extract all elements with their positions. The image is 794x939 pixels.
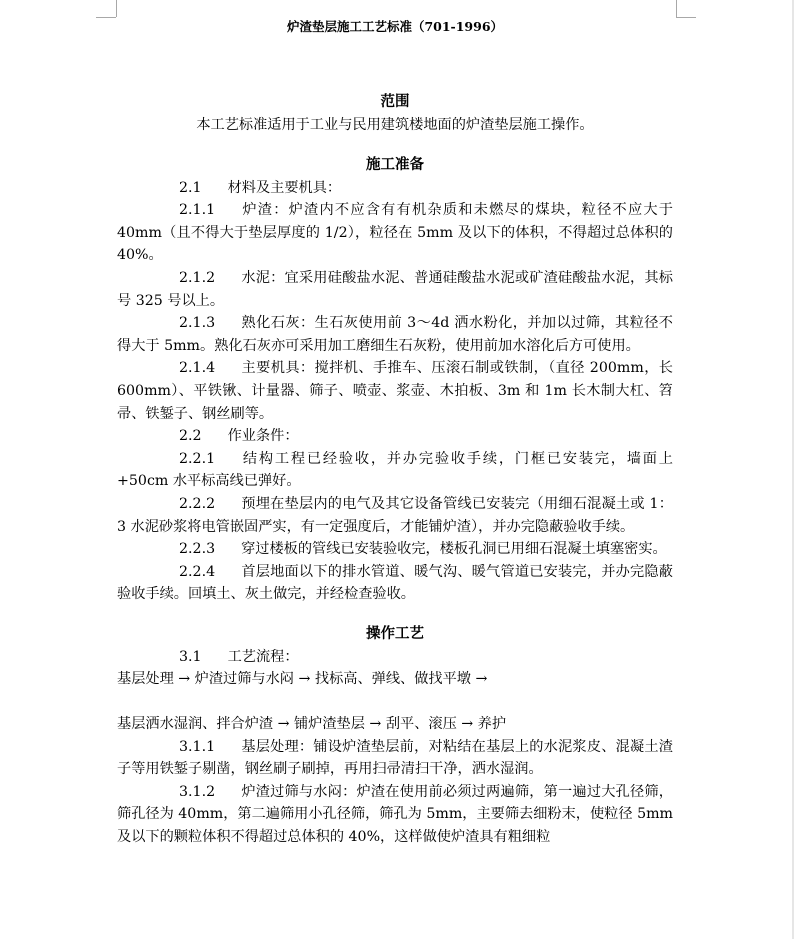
clause-text: 主要机具：搅拌机、手推车、压滚石制或铁制，（直径 200mm，长 600mm）、平铁锹、计量器、筛子、喷壶、浆壶、木拍板、3m 和 1m 长木制大杠、笤帚、铁錾子、钢丝刷等。 bbox=[117, 360, 673, 422]
clause-2-1-3 bbox=[117, 312, 673, 357]
page-corner-mark-top-right-h bbox=[676, 17, 696, 18]
document-title: 炉渣垫层施工工艺标准（701-1996） bbox=[286, 19, 504, 34]
clause-text: 结构工程已经验收，并办完验收手续，门框已安装完，墙面上+50cm 水平标高线已弹好。 bbox=[117, 450, 673, 490]
clause-number: 2.2.1 bbox=[179, 450, 216, 467]
clause-2-2 bbox=[117, 425, 673, 448]
clause-2-2-3 bbox=[117, 538, 673, 561]
clause-number: 2.2.4 bbox=[179, 563, 216, 580]
clause-text: 材料及主要机具： bbox=[227, 179, 342, 196]
clause-number: 2.2 bbox=[179, 428, 202, 445]
clause-text: 工艺流程： bbox=[227, 648, 299, 665]
section-heading-scope: 范围 bbox=[380, 93, 410, 110]
clause-text: 基层处理：铺设炉渣垫层前，对粘结在基层上的水泥浆皮、混凝土渣子等用铁錾子剔凿，钢丝刷子刷掉，再用扫帚清扫干净，洒水湿润。 bbox=[117, 738, 673, 778]
page-corner-mark-top-left bbox=[116, 0, 117, 17]
clause-2-1-1 bbox=[117, 199, 673, 267]
section-heading-prep: 施工准备 bbox=[366, 155, 424, 173]
clause-2-1-4 bbox=[117, 357, 673, 425]
blank-line bbox=[117, 691, 673, 713]
clause-text: 作业条件： bbox=[227, 428, 299, 445]
clause-3-1 bbox=[117, 646, 673, 669]
clause-3-1-2 bbox=[117, 781, 673, 849]
clause-number: 3.1.1 bbox=[179, 738, 216, 755]
clause-number: 2.2.3 bbox=[179, 541, 216, 558]
clause-number: 2.1.2 bbox=[179, 269, 216, 286]
clause-text: 首层地面以下的排水管道、暖气沟、暖气管道已安装完，并办完隐蔽验收手续。回填土、灰土做完，并经检查验收。 bbox=[117, 563, 673, 603]
clause-number: 2.1 bbox=[179, 179, 202, 196]
clause-3-1-1 bbox=[117, 736, 673, 781]
clause-text: 熟化石灰：生石灰使用前 3～4d 洒水粉化，并加以过筛，其粒径不得大于 5mm。熟化石灰亦可采用加工磨细生石灰粉，使用前加水溶化后方可使用。 bbox=[117, 315, 673, 354]
clause-2-2-1 bbox=[117, 448, 673, 493]
page-corner-mark-top-right bbox=[676, 0, 677, 17]
section-heading-ops: 操作工艺 bbox=[366, 624, 424, 642]
clause-text: 预埋在垫层内的电气及其它设备管线已安装完（用细石混凝土或 1：3 水泥砂浆将电管嵌固严实，有一定强度后，才能铺炉渣），并办完隐蔽验收手续。 bbox=[117, 495, 673, 535]
clause-number: 3.1.2 bbox=[179, 783, 216, 800]
clause-number: 2.1.1 bbox=[179, 202, 216, 219]
clause-number: 2.1.3 bbox=[179, 315, 216, 332]
clause-2-2-2 bbox=[117, 493, 673, 538]
clause-text: 炉渣过筛与水闷：炉渣在使用前必须过两遍筛，第一遍过大孔径筛，筛孔径为 40mm，第二遍筛用小孔径筛，筛孔为 5mm，主要筛去细粉末，使粒径 5mm 及以下的颗粒体积不得超过总体积的 40%，这样做使炉渣具有粗细粒 bbox=[117, 783, 673, 846]
clause-text: 水泥：宜采用硅酸盐水泥、普通硅酸盐水泥或矿渣硅酸盐水泥，其标号 325 号以上。 bbox=[117, 269, 673, 309]
clause-number: 2.2.2 bbox=[179, 495, 216, 512]
clause-number: 2.1.4 bbox=[179, 360, 216, 377]
process-flow-line-2: 基层洒水湿润、拌合炉渣 → 铺炉渣垫层 → 刮平、滚压 → 养护 bbox=[117, 716, 507, 733]
clause-text: 炉渣：炉渣内不应含有有机杂质和未燃尽的煤块，粒径不应大于 40mm（且不得大于垫层厚度的 1/2），粒径在 5mm 及以下的体积，不得超过总体积的 40%。 bbox=[117, 202, 673, 264]
scope-text: 本工艺标准适用于工业与民用建筑楼地面的炉渣垫层施工操作。 bbox=[196, 117, 594, 133]
clause-2-1 bbox=[117, 177, 673, 200]
clause-2-1-2 bbox=[117, 267, 673, 312]
clause-number: 3.1 bbox=[179, 648, 202, 665]
process-flow-line-1: 基层处理 → 炉渣过筛与水闷 → 找标高、弹线、做找平墩 → bbox=[117, 671, 488, 688]
document-body bbox=[117, 16, 673, 849]
clause-text: 穿过楼板的管线已安装验收完，楼板孔洞已用细石混凝土填塞密实。 bbox=[241, 541, 667, 558]
page-corner-mark-top-left-h bbox=[96, 17, 116, 18]
clause-2-2-4 bbox=[117, 561, 673, 606]
